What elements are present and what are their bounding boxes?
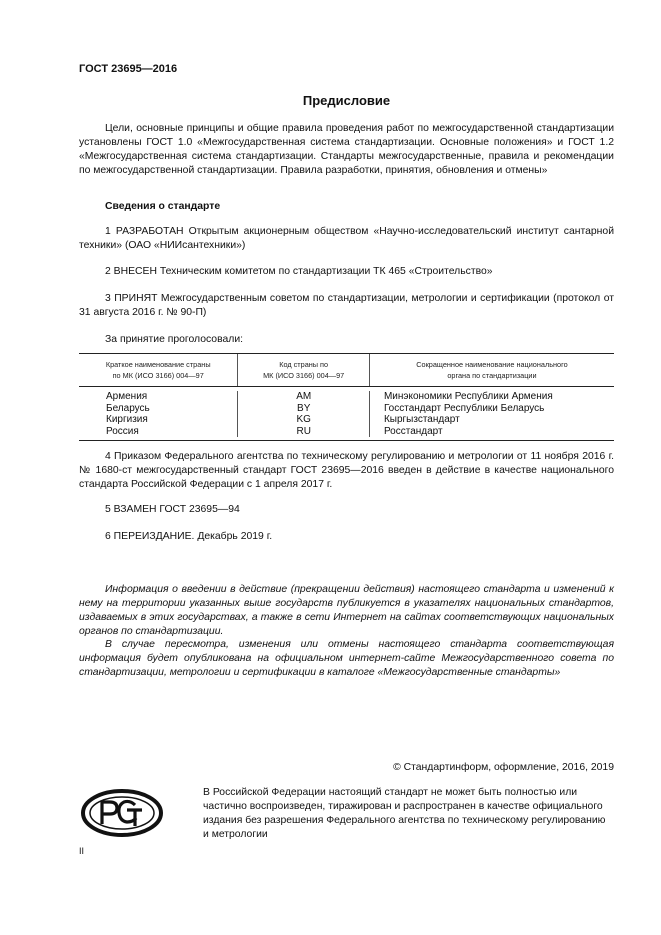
body-column bbox=[369, 391, 614, 437]
standard-code-header: ГОСТ 23695—2016 bbox=[79, 63, 178, 75]
table-header bbox=[79, 354, 614, 387]
table-cell: AM bbox=[296, 391, 312, 402]
table-cell: Кыргызстандарт bbox=[383, 414, 460, 425]
info-paragraph-1: Информация о введении в действие (прекращении действия) настоящего стандарта и изменений к нему на территории указанных выше государств публикуется в указателях национальных стандартов, издаваемых в этих государствах, а также в сети Интернет на сайтах соответствующих национальных органов по стандартизации. bbox=[79, 584, 614, 637]
table-cell: Росстандарт bbox=[383, 425, 443, 437]
standard-info-heading: Сведения о стандарте bbox=[105, 201, 221, 212]
table-cell: KG bbox=[296, 414, 311, 425]
info-paragraph-2: В случае пересмотра, изменения или отмены настоящего стандарта соответствующая информация будет опубликована на официальном интернет-сайте Межгосударственного совета по стандартизации, метрологии и сертификации в каталоге «Межгосударственные стандарты» bbox=[79, 639, 614, 678]
table-cell: Киргизия bbox=[106, 414, 148, 425]
item-order: 4 Приказом Федерального агентства по техническому регулированию и метрологии от 11 ноября 2016 г. № 1680-ст межгосударственный стандарт ГОСТ 23695—2016 введен в действие в качестве национального стандарта Российской Федерации с 1 апреля 2017 г. bbox=[79, 451, 614, 490]
country-column bbox=[79, 391, 237, 437]
table-cell: Госстандарт Республики Беларусь bbox=[383, 402, 545, 414]
table-body bbox=[79, 387, 614, 440]
item-reissue: 6 ПЕРЕИЗДАНИЕ. Декабрь 2019 г. bbox=[105, 531, 273, 542]
rst-certification-mark-icon bbox=[80, 788, 164, 843]
copyright-line: © Стандартинформ, оформление, 2016, 2019 bbox=[393, 762, 614, 773]
item-developed: 1 РАЗРАБОТАН Открытым акционерным обществом «Научно-исследовательский институт сантарной техники» (ОАО «НИИсантехники») bbox=[79, 226, 614, 251]
table-cell: Армения bbox=[106, 391, 148, 402]
header-code: Код страны по МК (ИСО 3166) 004—97 bbox=[237, 354, 369, 386]
reproduction-notice: В Российской Федерации настоящий стандарт не может быть полностью или частично воспроизведен, тиражирован и распространен в качестве официального издания без разрешения Федерального агентства по техническому регулированию и метрологии bbox=[203, 787, 606, 840]
header-body: Сокращенное наименование национального органа по стандартизации bbox=[369, 354, 614, 386]
item-replaces: 5 ВЗАМЕН ГОСТ 23695—94 bbox=[105, 504, 240, 515]
table-cell: Беларусь bbox=[106, 402, 150, 414]
table-cell: BY bbox=[297, 402, 311, 414]
voting-table bbox=[79, 353, 614, 441]
table-cell: Россия bbox=[106, 425, 139, 437]
intro-paragraph: Цели, основные принципы и общие правила проведения работ по межгосударственной стандартизации установлены ГОСТ 1.0 «Межгосударственная система стандартизации. Основные положения» и ГОСТ 1.2 «Межгосударственная система стандартизации. Стандарты межгосударственные, правила и рекомендации по межгосударственной стандартизации. Правила разработки, принятия, обновления и отмены» bbox=[79, 123, 614, 176]
page-number: II bbox=[79, 846, 85, 856]
item-introduced: 2 ВНЕСЕН Техническим комитетом по стандартизации ТК 465 «Строительство» bbox=[105, 266, 493, 277]
code-column bbox=[237, 391, 368, 437]
item-adopted: 3 ПРИНЯТ Межгосударственным советом по стандартизации, метрологии и сертификации (протокол от 31 августа 2016 г. № 90-П) bbox=[79, 293, 614, 318]
header-country: Краткое наименование страны по МК (ИСО 3166) 004—97 bbox=[105, 360, 211, 380]
voted-label: За принятие проголосовали: bbox=[105, 334, 244, 345]
table-cell: RU bbox=[296, 425, 311, 437]
page-title: Предисловие bbox=[302, 93, 391, 108]
table-cell: Минэкономики Республики Армения bbox=[383, 391, 553, 402]
